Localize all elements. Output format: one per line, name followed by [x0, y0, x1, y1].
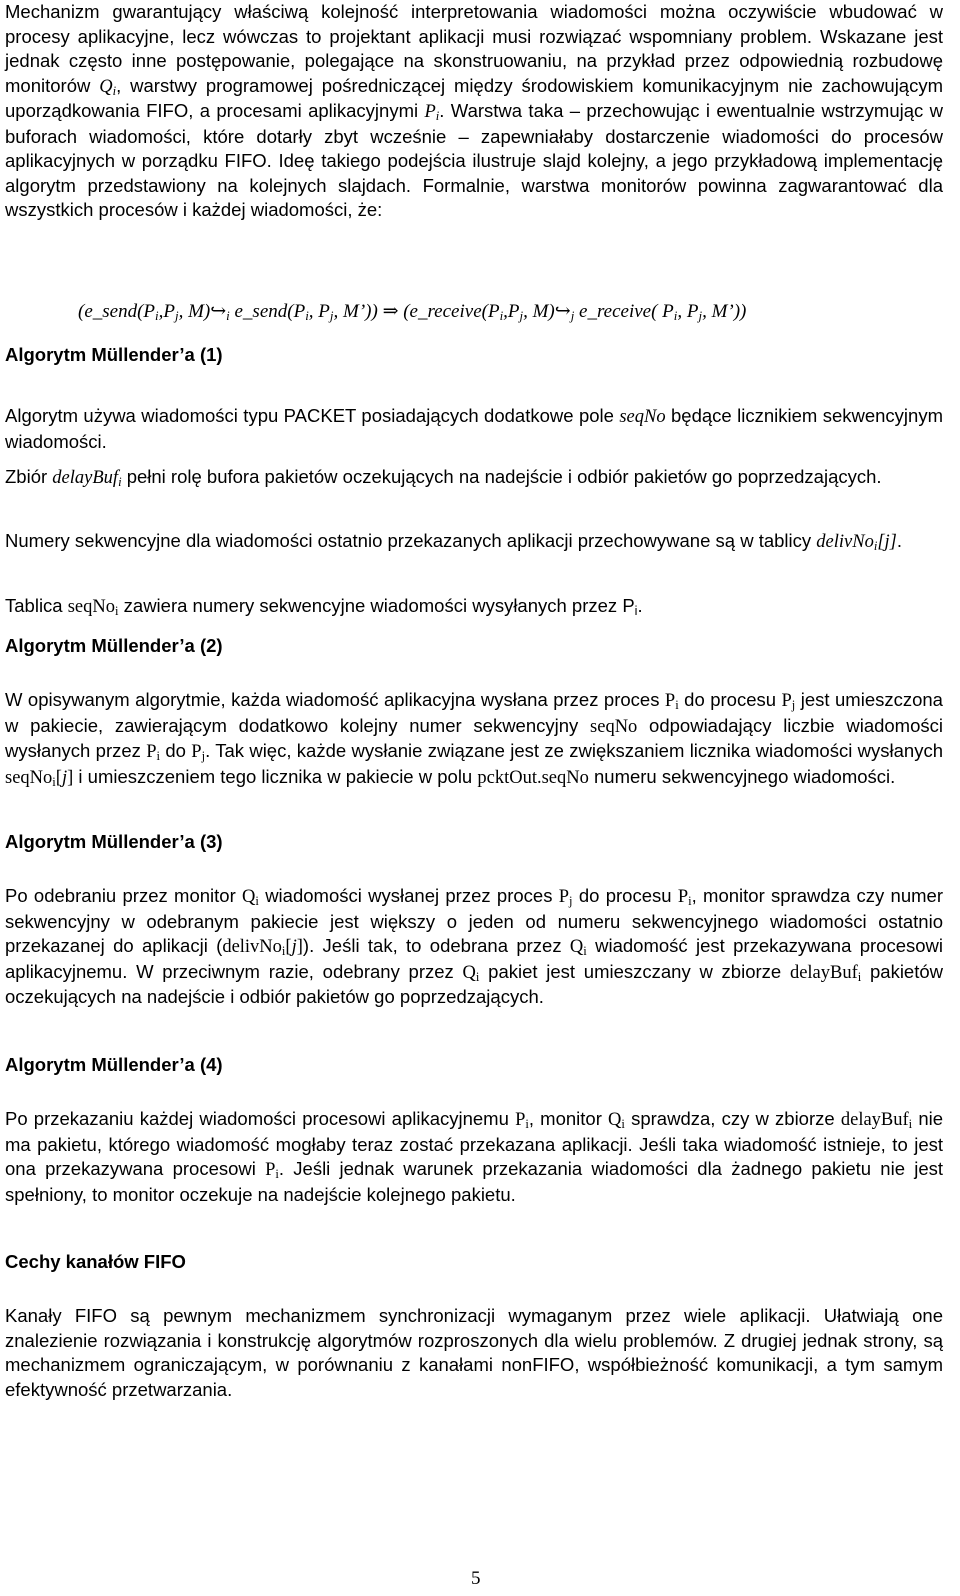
delivno-paragraph: Numery sekwencyjne dla wiadomości ostatnio przekazanych aplikacji przechowywane są w tablicy delivNo$_i$[j].	[5, 530, 903, 554]
symbol-p-i: $P_i$	[424, 102, 440, 124]
symbol-p-i: $P_i$	[677, 887, 692, 909]
symbol-seqno-i-j: seqNo$_i$[j]	[5, 767, 74, 789]
fifo-features-paragraph: Kanały FIFO są pewnym mechanizmem synchronizacji wymaganym przez wiele aplikacji. Ułatwiają one znalezienie rozwiązania i konstrukcję algorytmów rozproszonych dla wielu problemów. Z drugiej jednak strony, są mechanizmem ograniczającym, w porównaniu z kanałami nonFIFO, współbieżność komunikacji, a tym samym efektywność przetwarzania.	[5, 1305, 943, 1400]
symbol-p-i: $P_i$	[146, 742, 161, 764]
section-heading-3: Algorytm Müllender’a (3)	[5, 831, 223, 852]
algorithm-2-paragraph: W opisywanym algorytmie, każda wiadomość aplikacyjna wysłana przez proces $P_i$ do procesu $P_j$ jest umieszczona w pakiecie, zawierającym dodatkowo kolejny numer sekwencyjny seqNo odpowiadający liczbie wiadomości wysłanych przez $P_i$ do $P_j$. Tak więc, każde wysłanie związane jest ze zwiększaniem licznika wiadomości wysłanych seqNo$_i$[j] i umieszczeniem tego licznika w pakiecie w polu pcktOut.seqNo numeru sekwencyjnego wiadomości.	[5, 689, 943, 789]
symbol-q-i: $Q_i$	[99, 76, 117, 98]
symbol-delivno-i-j: delivNo$_i$[j]	[222, 937, 303, 959]
intro-text-1: Mechanizm gwarantujący właściwą kolejność interpretowania wiadomości można oczywiście wbudować w procesy aplikacyjne, lecz wówczas to projektant aplikacji musi rozwiązać wspomniany problem. Wskazane jest jednak często inne postępowanie, polegające na skonstruowaniu, na przykład przez odpowiednią rozbudowę monitorów	[5, 1, 943, 96]
symbol-p-i-plain: $P_i$	[622, 595, 638, 619]
symbol-delaybuf-i: delayBuf$_i$	[840, 1110, 913, 1132]
symbol-delivno-i-j: delivNo$_i$[j]	[816, 532, 897, 554]
symbol-p-i: $P_i$	[265, 1160, 279, 1182]
intro-text-2: , warstwy programowej pośredniczącej między środowiskiem komunikacyjnym nie zachowującym uporządkowania FIFO, a procesami aplikacyjnymi	[5, 74, 944, 121]
symbol-p-j: $P_j$	[781, 691, 796, 713]
section-heading-1: Algorytm Müllender’a (1)	[5, 344, 223, 365]
intro-paragraph	[5, 0, 943, 223]
symbol-q-i: $Q_i$	[462, 962, 480, 984]
symbol-p-i: $P_i$	[515, 1110, 529, 1132]
symbol-seqno: seqNo	[619, 407, 666, 427]
algorithm-3-paragraph: Po odebraniu przez monitor $Q_i$ wiadomości wysłanej przez proces $P_j$ do procesu $P_i$, monitor sprawdza czy numer sekwencyjny w odebranym pakiecie jest większy o jeden od numeru sekwencyjnego wiadomości ostatnio przekazanej do aplikacji (delivNo$_i$[j]). Jeśli tak, to odebrana przez $Q_i$ wiadomość jest przekazywana procesowi aplikacyjnemu. W przeciwnym razie, odebrany przez $Q_i$ pakiet jest umieszczany w zbiorze delayBuf$_i$ pakietów oczekujących na nadejście i odbiór pakietów go poprzedzających.	[5, 885, 944, 1007]
seqno-table-paragraph: Tablica seqNo$_i$ zawiera numery sekwencyjne wiadomości wysyłanych przez $P_i$.	[5, 595, 643, 619]
hook-arrow-icon: ↪	[210, 301, 227, 322]
symbol-delaybuf-i: delayBuf$_i$	[52, 468, 122, 490]
seqno-paragraph: Algorytm używa wiadomości typu PACKET posiadających dodatkowe pole seqNo będące licznikiem sekwencyjnym wiadomości.	[5, 405, 943, 452]
symbol-pcktout-seqno: pcktOut.seqNo	[477, 767, 589, 788]
algorithm-4-paragraph: Po przekazaniu każdej wiadomości procesowi aplikacyjnemu $P_i$, monitor $Q_i$ sprawdza, czy w zbiorze delayBuf$_i$ nie ma pakietu, którego wiadomość mogłaby teraz zostać przekazana aplikacji. Jeśli taka wiadomość istnieje, to jest ona przekazywana procesowi $P_i$. Jeśli jednak warunek przekazania wiadomości dla żadnego pakietu nie jest spełniony, to monitor oczekuje na nadejście kolejnego pakietu.	[5, 1108, 944, 1205]
section-heading-2: Algorytm Müllender’a (2)	[5, 635, 223, 656]
delaybuf-paragraph: Zbiór delayBuf$_i$ pełni rolę bufora pakietów oczekujących na nadejście i odbiór pakietów go poprzedzających.	[5, 466, 882, 490]
symbol-q-i: $Q_i$	[569, 937, 587, 959]
symbol-seqno: seqNo	[590, 716, 638, 737]
symbol-q-i: $Q_i$	[242, 887, 259, 909]
hook-arrow-icon: ↪	[554, 301, 571, 322]
symbol-seqno-i: seqNo$_i$	[67, 597, 119, 619]
symbol-q-i: $Q_i$	[608, 1110, 625, 1132]
symbol-p-i: $P_i$	[664, 691, 679, 713]
page-number: 5	[471, 1568, 481, 1589]
symbol-delaybuf-i: delayBuf$_i$	[789, 962, 862, 984]
symbol-p-j: $P_j$	[558, 887, 573, 909]
section-heading-4: Algorytm Müllender’a (4)	[5, 1054, 223, 1075]
implies-arrow-icon: ⇒	[382, 301, 399, 322]
fifo-formula: ($e\_send(P_i,P_j$, $M)↪_i$ $e\_send(P_i$, $P_j$, M’)) ⇒ ($e\_receive(P_i,P_j$, $M)↪_j$ e_receive( $P_i$, $P_j$, M’))	[78, 301, 747, 324]
intro-text-3: . Warstwa taka – przechowując i ewentualnie wstrzymując w buforach wiadomości, które dotarły zbyt wcześnie – zapewniałaby dostarczenie wiadomości do procesów aplikacyjnych w porządku FIFO. Ideę takiego podejścia ilustruje slajd kolejny, a jego przykładową implementację algorytm przedstawiony na kolejnych slajdach. Formalnie, warstwa monitorów powinna zagwarantować dla wszystkich procesów i każdej wiadomości, że:	[5, 100, 943, 220]
section-heading-5: Cechy kanałów FIFO	[5, 1251, 186, 1272]
symbol-p-j: $P_j$	[191, 742, 206, 764]
